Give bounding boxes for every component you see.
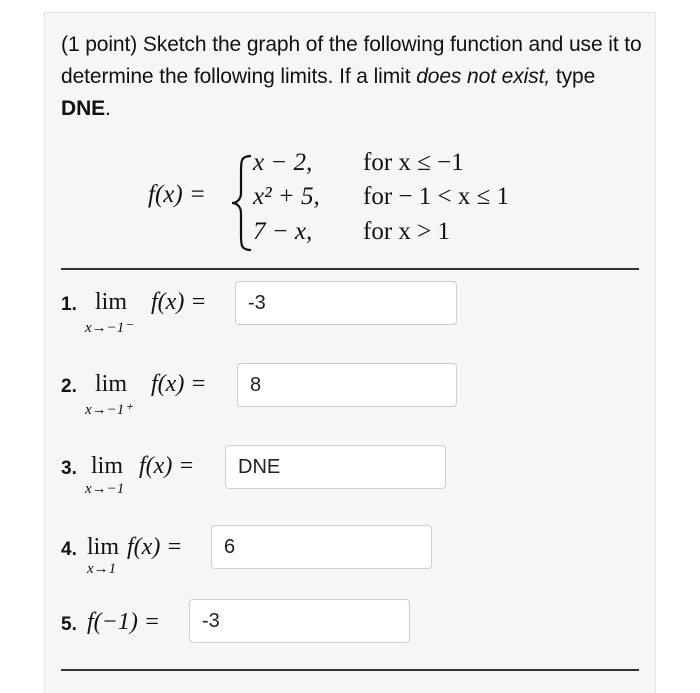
problem-statement — [61, 29, 646, 125]
case-3-cond: for x > 1 — [363, 218, 450, 245]
limit-subscript: x→−1⁺ — [85, 402, 133, 418]
function-value-expression: f(−1) = — [87, 609, 161, 635]
instruction-period: . — [105, 97, 111, 120]
answer-input-4[interactable]: 6 — [211, 525, 432, 569]
function-lhs: f(x) = — [148, 181, 206, 208]
instruction-text: Sketch the graph of the following function and use it to determine the following limits. If a limit — [61, 33, 642, 88]
dne-keyword: DNE — [61, 97, 106, 120]
limit-expression: f(x) = — [151, 371, 207, 397]
limit-subscript: x→−1⁻ — [85, 320, 133, 336]
left-brace-icon — [229, 153, 255, 253]
answer-input-2[interactable]: 8 — [237, 363, 457, 407]
question-number: 4. — [61, 539, 77, 560]
question-number: 5. — [61, 614, 77, 635]
case-3-expr: 7 − x, — [253, 218, 313, 245]
case-2-expr: x² + 5, — [253, 183, 320, 210]
points-label: (1 point) — [61, 33, 138, 56]
problem-panel — [44, 12, 656, 693]
limit-lim: lim — [91, 453, 124, 479]
limit-expression: f(x) = — [127, 534, 183, 560]
limit-lim: lim — [87, 534, 120, 560]
limit-expression: f(x) = — [151, 289, 207, 315]
question-number: 1. — [61, 294, 77, 315]
instruction-text-2: type — [555, 65, 596, 88]
answer-input-1[interactable]: -3 — [235, 281, 457, 325]
case-1-cond: for x ≤ −1 — [363, 149, 464, 176]
instruction-emphasis: does not exist, — [416, 65, 551, 88]
case-2-cond: for − 1 < x ≤ 1 — [363, 183, 510, 210]
limit-lim: lim — [95, 289, 128, 315]
question-number: 3. — [61, 458, 77, 479]
limit-subscript: x→1 — [87, 561, 117, 577]
answer-input-5[interactable]: -3 — [189, 599, 410, 643]
question-number: 2. — [61, 376, 77, 397]
divider-bottom — [61, 669, 639, 671]
limit-subscript: x→−1 — [85, 481, 125, 497]
limit-expression: f(x) = — [139, 453, 195, 479]
answer-input-3[interactable]: DNE — [225, 445, 446, 489]
divider-top — [61, 268, 639, 270]
limit-lim: lim — [95, 371, 128, 397]
case-1-expr: x − 2, — [253, 149, 313, 176]
